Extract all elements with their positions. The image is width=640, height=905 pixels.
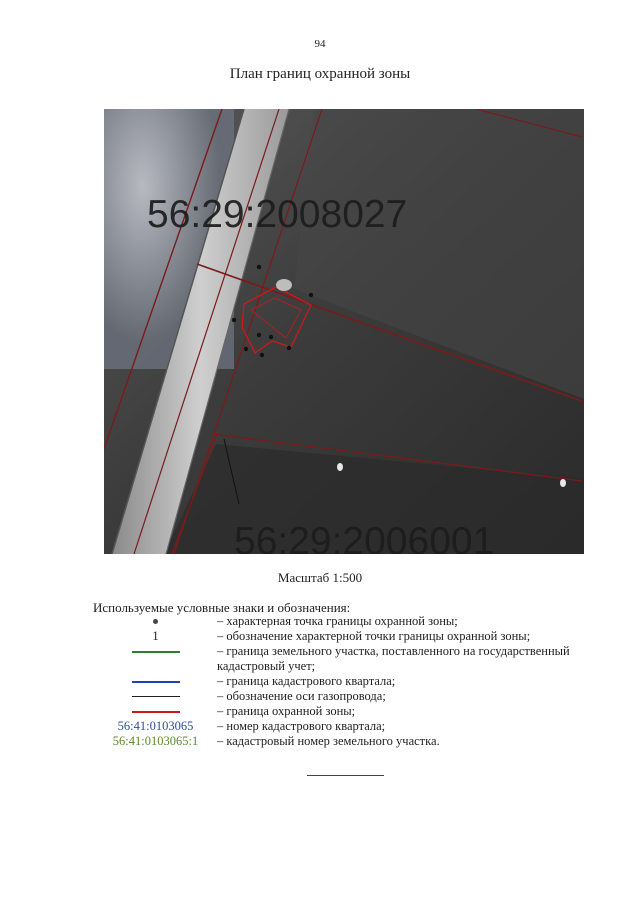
legend-text: – граница земельного участка, поставленного на государственный кадастровый учет; [217,644,570,673]
quarter-label-bottom: 56:29:2006001 [234,520,495,554]
legend-list [94,614,604,749]
legend-text: – характерная точка границы охранной зоны; [217,614,458,628]
legend-row [94,629,604,644]
legend-text: – номер кадастрового квартала; [217,719,386,733]
aerial-map [104,109,584,554]
boundary-point-symbol [94,614,217,629]
green-line [132,651,180,653]
field-spot-3 [276,279,292,291]
legend-text: – кадастровый номер земельного участка. [217,734,440,748]
red-line [132,711,180,713]
legend-text: – граница охранной зоны; [217,704,356,718]
legend-row [94,614,604,629]
legend-text: – граница кадастрового квартала; [217,674,396,688]
legend-row [94,689,604,704]
cadastral-number-symbol: 56:41:0103065:1 [112,734,199,748]
legend-text: – обозначение оси газопровода; [217,689,386,703]
legend-row [94,704,604,719]
point-number-symbol: 1 [152,629,159,643]
land-plot-boundary-symbol [94,644,217,659]
field-spot-1 [337,463,343,471]
footer-rule [307,775,384,776]
pipeline-axis-symbol [94,689,217,704]
quarter-number-symbol: 56:41:0103065 [117,719,194,733]
quarter-boundary-symbol [94,674,217,689]
protection-zone-symbol [94,704,217,719]
legend-row [94,674,604,689]
page-title: План границ охранной зоны [229,66,411,82]
legend-title: Используемые условные знаки и обозначения: [93,600,351,615]
quarter-label-top: 56:29:2008027 [147,193,408,236]
black-line [132,696,180,697]
field-spot-2 [560,479,566,487]
page-number: 94 [314,38,326,50]
legend-row [94,734,604,749]
legend-row [94,719,604,734]
map-scale: Масштаб 1:500 [277,570,363,585]
blue-line [132,681,180,683]
legend-row [94,644,604,674]
boundary-point-dot [153,619,158,624]
legend-text: – обозначение характерной точки границы охранной зоны; [217,629,531,643]
